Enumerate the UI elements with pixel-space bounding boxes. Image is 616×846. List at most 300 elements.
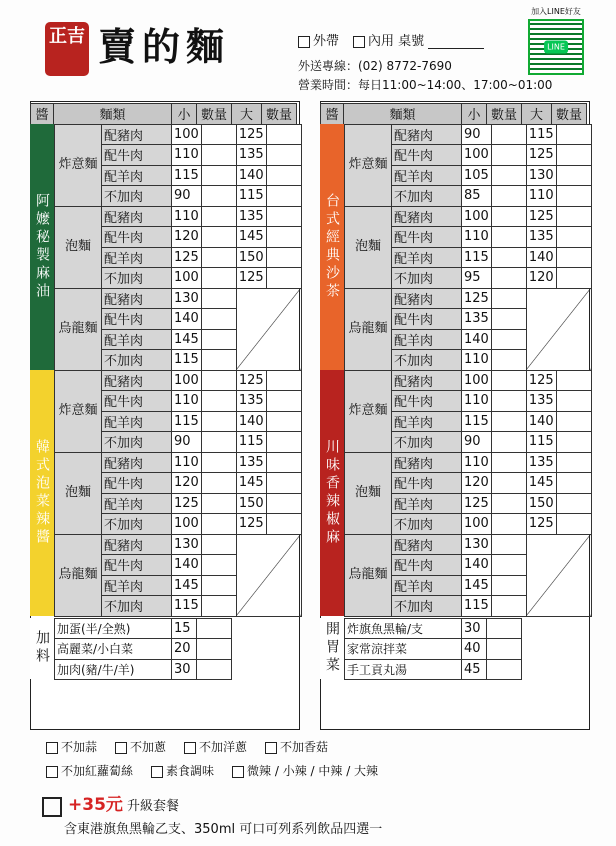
qty-small[interactable] — [491, 493, 526, 514]
price-small: 110 — [172, 391, 202, 412]
qty-small[interactable] — [491, 145, 526, 166]
option-label: 配牛肉 — [392, 473, 462, 494]
pref-label: 不加香菇 — [280, 740, 329, 754]
qty-large[interactable] — [556, 514, 591, 535]
price-small: 110 — [172, 145, 202, 166]
price-small: 130 — [172, 534, 202, 555]
qty-small[interactable] — [491, 124, 526, 145]
qty-small[interactable] — [201, 596, 236, 617]
pref-checkbox[interactable] — [151, 766, 163, 778]
price-small: 105 — [462, 165, 492, 186]
price-small: 120 — [172, 227, 202, 248]
qty-small[interactable] — [491, 206, 526, 227]
option-label: 不加肉 — [102, 596, 172, 617]
qty-large[interactable] — [266, 370, 301, 391]
price-large: 140 — [236, 165, 266, 186]
option-label: 不加肉 — [102, 268, 172, 289]
qty-small[interactable] — [491, 514, 526, 535]
qty-large[interactable] — [556, 186, 591, 207]
extras-row — [55, 639, 232, 660]
pref-option[interactable] — [46, 762, 133, 779]
price-small: 130 — [172, 288, 202, 309]
qty-small[interactable] — [491, 165, 526, 186]
qty-small[interactable] — [491, 309, 526, 330]
qty-large[interactable] — [556, 473, 591, 494]
option-label: 配羊肉 — [392, 575, 462, 596]
price-large: 150 — [236, 493, 266, 514]
option-label: 配羊肉 — [102, 329, 172, 350]
header-qty: 數量 — [552, 104, 587, 125]
pref-option[interactable] — [115, 738, 166, 755]
menu-row — [345, 206, 592, 227]
sides-table — [344, 618, 522, 681]
qty-large[interactable] — [556, 411, 591, 432]
price-large: 115 — [236, 432, 266, 453]
extras-qty[interactable] — [197, 639, 232, 660]
noodle-block — [344, 452, 592, 535]
noodle-block — [54, 370, 302, 453]
pref-label: 微辣 / 小辣 / 中辣 / 大辣 — [247, 764, 379, 778]
qty-small[interactable] — [491, 555, 526, 576]
sides-row — [345, 639, 522, 660]
pref-option[interactable] — [151, 762, 214, 779]
sides-qty[interactable] — [487, 639, 522, 660]
qty-small[interactable] — [491, 186, 526, 207]
pref-checkbox[interactable] — [46, 742, 58, 754]
price-large: 145 — [236, 473, 266, 494]
qty-large[interactable] — [266, 452, 301, 473]
price-large: 145 — [526, 473, 556, 494]
qty-large[interactable] — [556, 165, 591, 186]
qty-small[interactable] — [491, 268, 526, 289]
option-label: 配牛肉 — [102, 473, 172, 494]
price-small: 125 — [462, 493, 492, 514]
noodle-block — [54, 124, 302, 207]
header-large: 大 — [522, 104, 552, 125]
qty-small[interactable] — [201, 145, 236, 166]
qty-large[interactable] — [556, 391, 591, 412]
sides-name: 家常涼拌菜 — [345, 639, 462, 660]
price-small: 100 — [172, 514, 202, 535]
qty-small[interactable] — [201, 493, 236, 514]
qty-large[interactable] — [556, 452, 591, 473]
pref-option[interactable] — [265, 738, 328, 755]
extras-table — [54, 618, 232, 681]
option-label: 不加肉 — [102, 514, 172, 535]
qty-small[interactable] — [201, 370, 236, 391]
qty-large[interactable] — [266, 411, 301, 432]
price-large: 140 — [526, 411, 556, 432]
qty-small[interactable] — [491, 227, 526, 248]
qty-small[interactable] — [201, 411, 236, 432]
price-small: 110 — [462, 227, 492, 248]
price-small: 110 — [462, 391, 492, 412]
sides-qty[interactable] — [487, 618, 522, 639]
extras-name: 加肉(豬/牛/羊) — [55, 659, 172, 680]
option-label: 不加肉 — [392, 596, 462, 617]
sides-name: 手工貢丸湯 — [345, 659, 462, 680]
dinein-checkbox[interactable] — [353, 36, 365, 48]
option-label: 配豬肉 — [102, 288, 172, 309]
qty-small[interactable] — [201, 165, 236, 186]
price-large: 135 — [236, 145, 266, 166]
qty-small[interactable] — [201, 206, 236, 227]
qty-large[interactable] — [266, 124, 301, 145]
upgrade-checkbox[interactable] — [42, 797, 62, 817]
qty-small[interactable] — [491, 452, 526, 473]
price-small: 110 — [462, 452, 492, 473]
extras-name: 高麗菜/小白菜 — [55, 639, 172, 660]
menu-row — [345, 288, 592, 309]
price-small: 115 — [462, 596, 492, 617]
qty-large[interactable] — [266, 186, 301, 207]
menu-row — [55, 124, 302, 145]
qty-large[interactable] — [266, 391, 301, 412]
price-large: 125 — [236, 124, 266, 145]
noodle-block — [344, 534, 592, 617]
price-small: 140 — [462, 555, 492, 576]
noodle-type: 炸意麵 — [345, 124, 392, 206]
extras-price: 20 — [172, 639, 197, 660]
sauce-label: 川味香辣椒麻 — [320, 370, 344, 616]
qty-small[interactable] — [201, 268, 236, 289]
option-label: 配羊肉 — [392, 165, 462, 186]
price-small: 115 — [172, 411, 202, 432]
price-small: 115 — [462, 411, 492, 432]
option-label: 配羊肉 — [392, 247, 462, 268]
option-label: 不加肉 — [392, 268, 462, 289]
qty-large[interactable] — [266, 145, 301, 166]
option-label: 不加肉 — [392, 186, 462, 207]
noodle-type: 烏龍麵 — [55, 288, 102, 370]
pref-checkbox[interactable] — [184, 742, 196, 754]
price-small: 120 — [172, 473, 202, 494]
option-label: 配牛肉 — [102, 391, 172, 412]
qty-small[interactable] — [491, 329, 526, 350]
price-small: 145 — [172, 575, 202, 596]
noodle-block — [344, 288, 592, 371]
extras-row — [55, 659, 232, 680]
price-small: 135 — [462, 309, 492, 330]
qty-large[interactable] — [266, 206, 301, 227]
option-label: 配豬肉 — [102, 534, 172, 555]
qty-small[interactable] — [201, 309, 236, 330]
option-label: 配豬肉 — [102, 452, 172, 473]
qty-small[interactable] — [201, 288, 236, 309]
header-noodle: 麵類 — [54, 104, 172, 125]
header-noodle: 麵類 — [344, 104, 462, 125]
sauce-label: 阿嬤秘製麻油 — [30, 124, 54, 370]
price-large: 115 — [236, 186, 266, 207]
option-label: 配牛肉 — [392, 555, 462, 576]
brand-name: 賣的麵 — [98, 24, 231, 69]
menu-row — [55, 370, 302, 391]
qty-small[interactable] — [491, 288, 526, 309]
price-large: 115 — [526, 124, 556, 145]
noodle-type: 炸意麵 — [345, 370, 392, 452]
price-small: 100 — [462, 370, 492, 391]
price-large: 145 — [236, 227, 266, 248]
noodle-block — [54, 206, 302, 289]
line-qr[interactable] — [526, 6, 586, 75]
qty-small[interactable] — [491, 534, 526, 555]
header-large: 大 — [232, 104, 262, 125]
noodle-type: 泡麵 — [345, 206, 392, 288]
upgrade-set[interactable] — [42, 790, 179, 817]
qty-small[interactable] — [201, 329, 236, 350]
header-small: 小 — [172, 104, 197, 125]
delivery-phone: 外送專線：(02) 8772-7690 — [298, 59, 452, 73]
price-small: 115 — [462, 247, 492, 268]
menu-row — [345, 534, 592, 555]
extras-row — [55, 618, 232, 639]
pref-option[interactable] — [46, 738, 97, 755]
qty-large[interactable] — [556, 124, 591, 145]
price-large: 135 — [526, 452, 556, 473]
price-small: 145 — [172, 329, 202, 350]
option-label: 不加肉 — [392, 432, 462, 453]
qty-large[interactable] — [556, 145, 591, 166]
qty-small[interactable] — [491, 391, 526, 412]
price-small: 140 — [462, 329, 492, 350]
price-large: 125 — [236, 268, 266, 289]
qty-large[interactable] — [266, 165, 301, 186]
price-small: 115 — [172, 165, 202, 186]
qty-small[interactable] — [491, 411, 526, 432]
qty-large[interactable] — [556, 227, 591, 248]
option-label: 配羊肉 — [392, 493, 462, 514]
qty-small[interactable] — [491, 370, 526, 391]
pref-option[interactable] — [232, 762, 378, 779]
qty-small[interactable] — [491, 247, 526, 268]
option-label: 配豬肉 — [392, 124, 462, 145]
dinein-label: 內用 桌號 — [368, 34, 425, 49]
qty-small[interactable] — [201, 186, 236, 207]
qty-small[interactable] — [201, 391, 236, 412]
sides-name: 炸旗魚黑輪/支 — [345, 618, 462, 639]
qty-small[interactable] — [201, 534, 236, 555]
noodle-type: 泡麵 — [345, 452, 392, 534]
option-label: 配羊肉 — [102, 493, 172, 514]
dinein-option[interactable] — [353, 30, 484, 49]
menu-row — [55, 288, 302, 309]
price-large: 135 — [236, 452, 266, 473]
option-label: 配羊肉 — [392, 329, 462, 350]
pref-checkbox[interactable] — [46, 766, 58, 778]
pref-checkbox[interactable] — [115, 742, 127, 754]
qty-small[interactable] — [491, 596, 526, 617]
sides-price: 45 — [462, 659, 487, 680]
qty-small[interactable] — [491, 473, 526, 494]
menu-row — [345, 452, 592, 473]
option-label: 配牛肉 — [392, 391, 462, 412]
pref-label: 素食調味 — [166, 764, 215, 778]
option-label: 配豬肉 — [102, 206, 172, 227]
extras-qty[interactable] — [197, 618, 232, 639]
extras-qty[interactable] — [197, 659, 232, 680]
qr-caption: 加入LINE好友 — [531, 7, 581, 16]
takeout-checkbox[interactable] — [298, 36, 310, 48]
business-hours: 營業時間：每日11:00~14:00、17:00~01:00 — [298, 78, 553, 92]
extras-price: 30 — [172, 659, 197, 680]
price-large: 150 — [236, 247, 266, 268]
option-label: 配牛肉 — [102, 145, 172, 166]
price-large: 150 — [526, 493, 556, 514]
pref-label: 不加蔥 — [130, 740, 167, 754]
price-small: 95 — [462, 268, 492, 289]
qty-large[interactable] — [556, 493, 591, 514]
qty-small[interactable] — [201, 227, 236, 248]
logo-text: 正吉 — [49, 26, 85, 47]
option-label: 配豬肉 — [392, 370, 462, 391]
qty-large[interactable] — [266, 514, 301, 535]
header-qty: 數量 — [197, 104, 232, 125]
price-small: 110 — [172, 206, 202, 227]
option-label: 不加肉 — [392, 514, 462, 535]
option-label: 配羊肉 — [102, 575, 172, 596]
price-large: 125 — [236, 514, 266, 535]
option-label: 配牛肉 — [392, 145, 462, 166]
prefs-row-1 — [46, 738, 328, 755]
qty-large[interactable] — [266, 247, 301, 268]
price-large: 135 — [526, 391, 556, 412]
qty-large[interactable] — [556, 247, 591, 268]
price-small: 140 — [172, 309, 202, 330]
qty-small[interactable] — [201, 555, 236, 576]
option-label: 配豬肉 — [102, 124, 172, 145]
price-large: 125 — [526, 370, 556, 391]
header-small: 小 — [462, 104, 487, 125]
qty-small[interactable] — [201, 124, 236, 145]
pref-checkbox[interactable] — [265, 742, 277, 754]
menu-row — [55, 534, 302, 555]
menu-row — [55, 206, 302, 227]
sauce-label: 台式經典沙茶 — [320, 124, 344, 370]
price-small: 110 — [462, 350, 492, 371]
price-small: 90 — [172, 432, 202, 453]
menu-header — [30, 103, 297, 125]
qty-small[interactable] — [201, 247, 236, 268]
noodle-type: 烏龍麵 — [345, 534, 392, 616]
no-large-cell — [526, 288, 591, 370]
price-small: 110 — [172, 452, 202, 473]
qty-large[interactable] — [266, 473, 301, 494]
qty-large[interactable] — [266, 268, 301, 289]
qty-small[interactable] — [201, 514, 236, 535]
line-badge: LINE — [544, 41, 568, 54]
option-label: 配豬肉 — [102, 370, 172, 391]
price-small: 90 — [172, 186, 202, 207]
price-small: 100 — [172, 124, 202, 145]
noodle-type: 炸意麵 — [55, 370, 102, 452]
noodle-block — [54, 534, 302, 617]
qty-small[interactable] — [201, 575, 236, 596]
no-large-cell — [526, 534, 591, 616]
pref-checkbox[interactable] — [232, 766, 244, 778]
qty-small[interactable] — [491, 575, 526, 596]
price-large: 125 — [236, 370, 266, 391]
option-label: 配豬肉 — [392, 452, 462, 473]
option-label: 配豬肉 — [392, 534, 462, 555]
option-label: 不加肉 — [102, 432, 172, 453]
takeout-option[interactable] — [298, 30, 339, 49]
takeout-label: 外帶 — [313, 34, 340, 49]
header-sauce: 醬 — [321, 104, 344, 125]
header-sauce: 醬 — [31, 104, 54, 125]
price-large: 125 — [526, 145, 556, 166]
qty-small[interactable] — [201, 473, 236, 494]
sauce-label: 韓式泡菜辣醬 — [30, 370, 54, 616]
qty-large[interactable] — [266, 227, 301, 248]
pref-label: 不加蒜 — [61, 740, 98, 754]
qty-large[interactable] — [556, 370, 591, 391]
noodle-block — [344, 370, 592, 453]
price-small: 100 — [462, 145, 492, 166]
price-large: 125 — [526, 514, 556, 535]
qty-large[interactable] — [266, 493, 301, 514]
price-small: 120 — [462, 473, 492, 494]
extras-price: 15 — [172, 618, 197, 639]
sides-qty[interactable] — [487, 659, 522, 680]
qty-large[interactable] — [556, 432, 591, 453]
brand-logo — [45, 22, 89, 76]
option-label: 不加肉 — [102, 350, 172, 371]
noodle-block — [54, 288, 302, 371]
sides-price: 40 — [462, 639, 487, 660]
pref-label: 不加紅蘿蔔絲 — [61, 764, 134, 778]
price-small: 100 — [172, 268, 202, 289]
price-small: 115 — [172, 350, 202, 371]
option-label: 不加肉 — [102, 186, 172, 207]
price-small: 125 — [462, 288, 492, 309]
option-label: 配牛肉 — [392, 227, 462, 248]
option-label: 不加肉 — [392, 350, 462, 371]
order-type — [298, 30, 484, 49]
option-label: 配豬肉 — [392, 288, 462, 309]
header-qty: 數量 — [262, 104, 297, 125]
table-number-field[interactable] — [428, 36, 484, 49]
qty-small[interactable] — [201, 432, 236, 453]
price-small: 125 — [172, 493, 202, 514]
noodle-type: 泡麵 — [55, 206, 102, 288]
qty-small[interactable] — [201, 452, 236, 473]
option-label: 配羊肉 — [102, 165, 172, 186]
noodle-block — [344, 206, 592, 289]
upgrade-label: 升級套餐 — [127, 799, 180, 814]
qty-large[interactable] — [556, 268, 591, 289]
price-small: 100 — [462, 514, 492, 535]
price-large: 120 — [526, 268, 556, 289]
price-small: 90 — [462, 124, 492, 145]
qty-small[interactable] — [201, 350, 236, 371]
price-large: 135 — [236, 206, 266, 227]
qty-large[interactable] — [266, 432, 301, 453]
price-small: 145 — [462, 575, 492, 596]
option-label: 配牛肉 — [102, 309, 172, 330]
menu-row — [345, 370, 592, 391]
price-large: 135 — [236, 391, 266, 412]
pref-option[interactable] — [184, 738, 247, 755]
qty-large[interactable] — [556, 206, 591, 227]
price-small: 115 — [172, 596, 202, 617]
qty-small[interactable] — [491, 432, 526, 453]
option-label: 配豬肉 — [392, 206, 462, 227]
sides-label: 開胃菜 — [320, 618, 344, 680]
noodle-block — [54, 452, 302, 535]
price-large: 135 — [526, 227, 556, 248]
contact-info — [298, 57, 552, 95]
qty-small[interactable] — [491, 350, 526, 371]
